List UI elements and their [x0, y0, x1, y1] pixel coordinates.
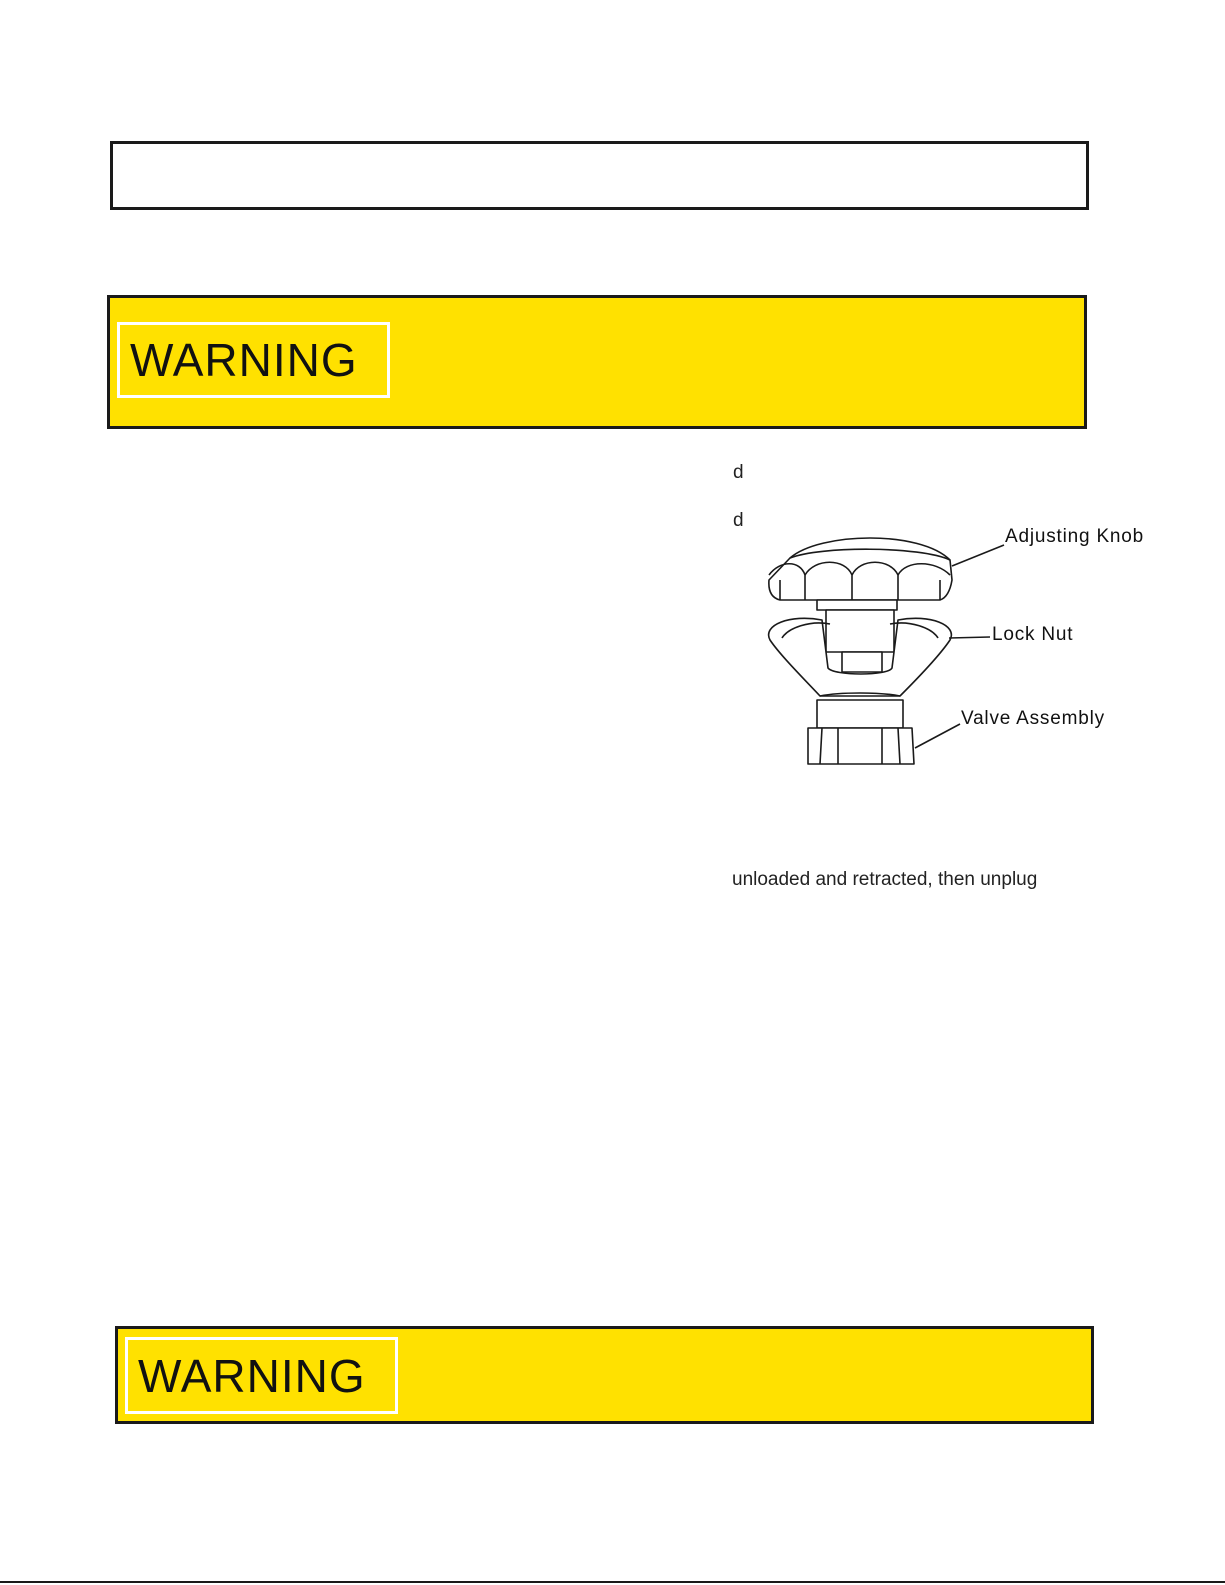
warning-banner-top [107, 295, 1087, 429]
valve-illustration [760, 520, 1180, 780]
page-bottom-rule [0, 1581, 1225, 1583]
lock-nut-label: Lock Nut [992, 624, 1074, 645]
text-fragment: unloaded and retracted, then unplug [732, 869, 1038, 890]
warning-banner-bottom [115, 1326, 1094, 1424]
text-fragment: d [733, 510, 744, 531]
warning-label: WARNING [117, 322, 390, 398]
leader-line-knob [952, 545, 1004, 566]
warning-label: WARNING [125, 1337, 398, 1414]
title-box [110, 141, 1089, 210]
valve-assembly-shape [808, 693, 914, 764]
leader-line-valve [915, 724, 960, 748]
adjusting-knob-label: Adjusting Knob [1005, 526, 1145, 547]
valve-assembly-label: Valve Assembly [961, 708, 1105, 729]
leader-line-lock [949, 637, 990, 638]
valve-assembly-figure [760, 520, 1180, 780]
text-fragment: d [733, 462, 744, 483]
